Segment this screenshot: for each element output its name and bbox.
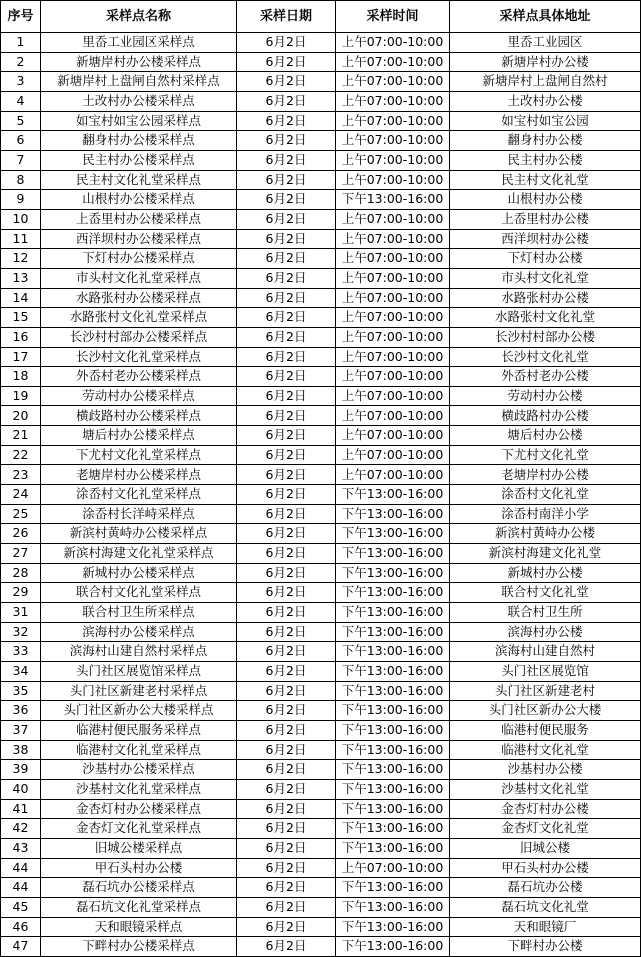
header-address: 采样点具体地址 bbox=[450, 1, 641, 33]
table-row bbox=[1, 33, 641, 53]
cell-date: 6月2日 bbox=[237, 485, 336, 505]
table-row bbox=[1, 799, 641, 819]
cell-index: 39 bbox=[1, 760, 41, 780]
cell-site-name: 滨海村办公楼采样点 bbox=[41, 622, 237, 642]
cell-date: 6月2日 bbox=[237, 111, 336, 131]
cell-time: 上午07:00-10:00 bbox=[336, 347, 450, 367]
header-time: 采样时间 bbox=[336, 1, 450, 33]
table-row bbox=[1, 897, 641, 917]
cell-address: 外岙村老办公楼 bbox=[450, 367, 641, 387]
table-row bbox=[1, 603, 641, 623]
table-row bbox=[1, 622, 641, 642]
table-row bbox=[1, 249, 641, 269]
cell-site-name: 横歧路村办公楼采样点 bbox=[41, 406, 237, 426]
cell-index: 35 bbox=[1, 681, 41, 701]
table-row bbox=[1, 131, 641, 151]
cell-address: 民主村文化礼堂 bbox=[450, 170, 641, 190]
cell-time: 上午07:00-10:00 bbox=[336, 150, 450, 170]
cell-time: 下午13:00-16:00 bbox=[336, 917, 450, 937]
table-row bbox=[1, 485, 641, 505]
cell-address: 旧城公楼 bbox=[450, 838, 641, 858]
table-row bbox=[1, 190, 641, 210]
cell-date: 6月2日 bbox=[237, 190, 336, 210]
cell-address: 长沙村文化礼堂 bbox=[450, 347, 641, 367]
cell-address: 涂岙村文化礼堂 bbox=[450, 485, 641, 505]
table-header bbox=[1, 1, 641, 33]
cell-time: 上午07:00-10:00 bbox=[336, 288, 450, 308]
cell-address: 滨海村山建自然村 bbox=[450, 642, 641, 662]
cell-date: 6月2日 bbox=[237, 209, 336, 229]
cell-index: 2 bbox=[1, 52, 41, 72]
cell-index: 44 bbox=[1, 858, 41, 878]
table-row bbox=[1, 209, 641, 229]
table-row bbox=[1, 681, 641, 701]
cell-index: 5 bbox=[1, 111, 41, 131]
cell-site-name: 山根村办公楼采样点 bbox=[41, 190, 237, 210]
cell-date: 6月2日 bbox=[237, 91, 336, 111]
cell-time: 下午13:00-16:00 bbox=[336, 662, 450, 682]
cell-site-name: 金杏灯村办公楼采样点 bbox=[41, 799, 237, 819]
cell-address: 下灯村办公楼 bbox=[450, 249, 641, 269]
cell-date: 6月2日 bbox=[237, 288, 336, 308]
cell-address: 金杏灯文化礼堂 bbox=[450, 819, 641, 839]
cell-date: 6月2日 bbox=[237, 229, 336, 249]
cell-site-name: 联合村卫生所采样点 bbox=[41, 603, 237, 623]
cell-site-name: 临港村文化礼堂采样点 bbox=[41, 740, 237, 760]
cell-time: 下午13:00-16:00 bbox=[336, 897, 450, 917]
cell-index: 17 bbox=[1, 347, 41, 367]
table-row bbox=[1, 465, 641, 485]
cell-time: 上午07:00-10:00 bbox=[336, 111, 450, 131]
cell-address: 新城村办公楼 bbox=[450, 563, 641, 583]
cell-time: 上午07:00-10:00 bbox=[336, 386, 450, 406]
header-index: 序号 bbox=[1, 1, 41, 33]
cell-site-name: 外岙村老办公楼采样点 bbox=[41, 367, 237, 387]
table-row bbox=[1, 544, 641, 564]
cell-site-name: 沙基村文化礼堂采样点 bbox=[41, 779, 237, 799]
cell-date: 6月2日 bbox=[237, 937, 336, 957]
cell-date: 6月2日 bbox=[237, 662, 336, 682]
cell-date: 6月2日 bbox=[237, 367, 336, 387]
cell-site-name: 下尤村文化礼堂采样点 bbox=[41, 445, 237, 465]
table-row bbox=[1, 563, 641, 583]
cell-index: 16 bbox=[1, 327, 41, 347]
table-row bbox=[1, 662, 641, 682]
cell-time: 上午07:00-10:00 bbox=[336, 170, 450, 190]
cell-index: 22 bbox=[1, 445, 41, 465]
cell-time: 下午13:00-16:00 bbox=[336, 819, 450, 839]
cell-date: 6月2日 bbox=[237, 799, 336, 819]
cell-date: 6月2日 bbox=[237, 917, 336, 937]
cell-time: 下午13:00-16:00 bbox=[336, 779, 450, 799]
table-row bbox=[1, 367, 641, 387]
cell-address: 长沙村村部办公楼 bbox=[450, 327, 641, 347]
cell-index: 33 bbox=[1, 642, 41, 662]
cell-date: 6月2日 bbox=[237, 150, 336, 170]
cell-index: 28 bbox=[1, 563, 41, 583]
cell-address: 头门社区展览馆 bbox=[450, 662, 641, 682]
cell-index: 25 bbox=[1, 504, 41, 524]
cell-address: 老塘岸村办公楼 bbox=[450, 465, 641, 485]
cell-time: 上午07:00-10:00 bbox=[336, 52, 450, 72]
cell-address: 磊石坑办公楼 bbox=[450, 878, 641, 898]
table-row bbox=[1, 91, 641, 111]
cell-site-name: 塘后村办公楼采样点 bbox=[41, 426, 237, 446]
cell-site-name: 联合村文化礼堂采样点 bbox=[41, 583, 237, 603]
cell-time: 上午07:00-10:00 bbox=[336, 465, 450, 485]
cell-date: 6月2日 bbox=[237, 720, 336, 740]
cell-date: 6月2日 bbox=[237, 681, 336, 701]
cell-address: 天和眼镜厂 bbox=[450, 917, 641, 937]
cell-site-name: 磊石坑文化礼堂采样点 bbox=[41, 897, 237, 917]
cell-time: 下午13:00-16:00 bbox=[336, 642, 450, 662]
cell-index: 14 bbox=[1, 288, 41, 308]
cell-time: 下午13:00-16:00 bbox=[336, 701, 450, 721]
cell-time: 上午07:00-10:00 bbox=[336, 209, 450, 229]
cell-date: 6月2日 bbox=[237, 406, 336, 426]
cell-site-name: 土改村办公楼采样点 bbox=[41, 91, 237, 111]
table-row bbox=[1, 386, 641, 406]
cell-date: 6月2日 bbox=[237, 740, 336, 760]
cell-site-name: 头门社区新建老村采样点 bbox=[41, 681, 237, 701]
cell-time: 上午07:00-10:00 bbox=[336, 131, 450, 151]
table-row bbox=[1, 642, 641, 662]
cell-address: 横歧路村办公楼 bbox=[450, 406, 641, 426]
cell-index: 20 bbox=[1, 406, 41, 426]
cell-address: 塘后村办公楼 bbox=[450, 426, 641, 446]
cell-time: 上午07:00-10:00 bbox=[336, 72, 450, 92]
table-row bbox=[1, 583, 641, 603]
cell-index: 18 bbox=[1, 367, 41, 387]
cell-site-name: 上岙里村办公楼采样点 bbox=[41, 209, 237, 229]
cell-time: 下午13:00-16:00 bbox=[336, 878, 450, 898]
cell-date: 6月2日 bbox=[237, 622, 336, 642]
header-row bbox=[1, 1, 641, 33]
table-row bbox=[1, 878, 641, 898]
cell-time: 下午13:00-16:00 bbox=[336, 760, 450, 780]
cell-date: 6月2日 bbox=[237, 327, 336, 347]
cell-address: 临港村文化礼堂 bbox=[450, 740, 641, 760]
cell-time: 下午13:00-16:00 bbox=[336, 504, 450, 524]
table-row bbox=[1, 288, 641, 308]
cell-index: 31 bbox=[1, 603, 41, 623]
cell-time: 下午13:00-16:00 bbox=[336, 563, 450, 583]
cell-site-name: 新塘岸村办公楼采样点 bbox=[41, 52, 237, 72]
table-row bbox=[1, 426, 641, 446]
cell-date: 6月2日 bbox=[237, 544, 336, 564]
cell-site-name: 滨海村山建自然村采样点 bbox=[41, 642, 237, 662]
cell-date: 6月2日 bbox=[237, 878, 336, 898]
cell-index: 29 bbox=[1, 583, 41, 603]
cell-time: 下午13:00-16:00 bbox=[336, 740, 450, 760]
cell-time: 上午07:00-10:00 bbox=[336, 327, 450, 347]
cell-address: 市头村文化礼堂 bbox=[450, 268, 641, 288]
cell-site-name: 水路张村文化礼堂采样点 bbox=[41, 308, 237, 328]
cell-index: 4 bbox=[1, 91, 41, 111]
cell-date: 6月2日 bbox=[237, 583, 336, 603]
cell-date: 6月2日 bbox=[237, 858, 336, 878]
cell-site-name: 沙基村办公楼采样点 bbox=[41, 760, 237, 780]
cell-site-name: 老塘岸村办公楼采样点 bbox=[41, 465, 237, 485]
cell-time: 下午13:00-16:00 bbox=[336, 190, 450, 210]
cell-date: 6月2日 bbox=[237, 33, 336, 53]
cell-time: 下午13:00-16:00 bbox=[336, 544, 450, 564]
cell-address: 翻身村办公楼 bbox=[450, 131, 641, 151]
cell-address: 沙基村办公楼 bbox=[450, 760, 641, 780]
cell-address: 金杏灯村办公楼 bbox=[450, 799, 641, 819]
cell-address: 磊石坑文化礼堂 bbox=[450, 897, 641, 917]
cell-time: 下午13:00-16:00 bbox=[336, 583, 450, 603]
cell-date: 6月2日 bbox=[237, 642, 336, 662]
cell-site-name: 长沙村村部办公楼采样点 bbox=[41, 327, 237, 347]
cell-time: 下午13:00-16:00 bbox=[336, 603, 450, 623]
cell-address: 甲石头村办公楼 bbox=[450, 858, 641, 878]
cell-address: 沙基村文化礼堂 bbox=[450, 779, 641, 799]
cell-index: 36 bbox=[1, 701, 41, 721]
cell-time: 下午13:00-16:00 bbox=[336, 524, 450, 544]
table-row bbox=[1, 308, 641, 328]
table-row bbox=[1, 720, 641, 740]
cell-time: 下午13:00-16:00 bbox=[336, 622, 450, 642]
cell-index: 9 bbox=[1, 190, 41, 210]
cell-address: 土改村办公楼 bbox=[450, 91, 641, 111]
cell-date: 6月2日 bbox=[237, 563, 336, 583]
cell-time: 下午13:00-16:00 bbox=[336, 485, 450, 505]
cell-date: 6月2日 bbox=[237, 347, 336, 367]
cell-index: 1 bbox=[1, 33, 41, 53]
cell-site-name: 甲石头村办公楼 bbox=[41, 858, 237, 878]
table-row bbox=[1, 52, 641, 72]
cell-index: 37 bbox=[1, 720, 41, 740]
cell-index: 27 bbox=[1, 544, 41, 564]
table-row bbox=[1, 327, 641, 347]
cell-site-name: 西洋坝村办公楼采样点 bbox=[41, 229, 237, 249]
cell-date: 6月2日 bbox=[237, 72, 336, 92]
cell-time: 下午13:00-16:00 bbox=[336, 838, 450, 858]
cell-address: 新塘岸村办公楼 bbox=[450, 52, 641, 72]
cell-index: 12 bbox=[1, 249, 41, 269]
cell-date: 6月2日 bbox=[237, 426, 336, 446]
cell-index: 47 bbox=[1, 937, 41, 957]
cell-site-name: 涂岙村文化礼堂采样点 bbox=[41, 485, 237, 505]
cell-date: 6月2日 bbox=[237, 308, 336, 328]
cell-index: 32 bbox=[1, 622, 41, 642]
cell-address: 下尤村文化礼堂 bbox=[450, 445, 641, 465]
cell-address: 山根村办公楼 bbox=[450, 190, 641, 210]
cell-address: 头门社区新建老村 bbox=[450, 681, 641, 701]
cell-index: 42 bbox=[1, 819, 41, 839]
cell-site-name: 旧城公楼采样点 bbox=[41, 838, 237, 858]
cell-site-name: 里岙工业园区采样点 bbox=[41, 33, 237, 53]
cell-site-name: 临港村便民服务采样点 bbox=[41, 720, 237, 740]
cell-time: 上午07:00-10:00 bbox=[336, 229, 450, 249]
cell-index: 6 bbox=[1, 131, 41, 151]
cell-index: 34 bbox=[1, 662, 41, 682]
cell-date: 6月2日 bbox=[237, 838, 336, 858]
cell-address: 下畔村办公楼 bbox=[450, 937, 641, 957]
cell-index: 11 bbox=[1, 229, 41, 249]
cell-index: 44 bbox=[1, 878, 41, 898]
cell-site-name: 长沙村文化礼堂采样点 bbox=[41, 347, 237, 367]
table-row bbox=[1, 170, 641, 190]
cell-index: 7 bbox=[1, 150, 41, 170]
table-row bbox=[1, 701, 641, 721]
table-row bbox=[1, 838, 641, 858]
cell-index: 23 bbox=[1, 465, 41, 485]
cell-site-name: 下灯村办公楼采样点 bbox=[41, 249, 237, 269]
table-row bbox=[1, 504, 641, 524]
cell-site-name: 金杏灯文化礼堂采样点 bbox=[41, 819, 237, 839]
cell-index: 38 bbox=[1, 740, 41, 760]
cell-index: 13 bbox=[1, 268, 41, 288]
cell-date: 6月2日 bbox=[237, 819, 336, 839]
cell-site-name: 头门社区展览馆采样点 bbox=[41, 662, 237, 682]
table-row bbox=[1, 740, 641, 760]
cell-address: 新滨村黄峙办公楼 bbox=[450, 524, 641, 544]
cell-index: 10 bbox=[1, 209, 41, 229]
cell-index: 15 bbox=[1, 308, 41, 328]
table-row bbox=[1, 268, 641, 288]
table-row bbox=[1, 72, 641, 92]
cell-time: 上午07:00-10:00 bbox=[336, 858, 450, 878]
cell-date: 6月2日 bbox=[237, 131, 336, 151]
cell-address: 里岙工业园区 bbox=[450, 33, 641, 53]
cell-address: 水路张村文化礼堂 bbox=[450, 308, 641, 328]
cell-date: 6月2日 bbox=[237, 445, 336, 465]
cell-index: 26 bbox=[1, 524, 41, 544]
table-row bbox=[1, 524, 641, 544]
cell-site-name: 天和眼镜采样点 bbox=[41, 917, 237, 937]
cell-address: 劳动村办公楼 bbox=[450, 386, 641, 406]
cell-time: 上午07:00-10:00 bbox=[336, 406, 450, 426]
cell-time: 上午07:00-10:00 bbox=[336, 308, 450, 328]
cell-date: 6月2日 bbox=[237, 760, 336, 780]
table-row bbox=[1, 858, 641, 878]
cell-address: 联合村卫生所 bbox=[450, 603, 641, 623]
cell-site-name: 新城村办公楼采样点 bbox=[41, 563, 237, 583]
table-row bbox=[1, 779, 641, 799]
cell-index: 24 bbox=[1, 485, 41, 505]
table-row bbox=[1, 406, 641, 426]
cell-date: 6月2日 bbox=[237, 524, 336, 544]
cell-site-name: 新塘岸村上盘闸自然村采样点 bbox=[41, 72, 237, 92]
cell-date: 6月2日 bbox=[237, 897, 336, 917]
cell-site-name: 水路张村办公楼采样点 bbox=[41, 288, 237, 308]
table-row bbox=[1, 760, 641, 780]
cell-site-name: 市头村文化礼堂采样点 bbox=[41, 268, 237, 288]
cell-date: 6月2日 bbox=[237, 249, 336, 269]
cell-time: 上午07:00-10:00 bbox=[336, 426, 450, 446]
cell-site-name: 新滨村黄峙办公楼采样点 bbox=[41, 524, 237, 544]
cell-date: 6月2日 bbox=[237, 603, 336, 623]
cell-site-name: 涂岙村长洋峙采样点 bbox=[41, 504, 237, 524]
cell-date: 6月2日 bbox=[237, 386, 336, 406]
cell-site-name: 磊石坑办公楼采样点 bbox=[41, 878, 237, 898]
cell-time: 下午13:00-16:00 bbox=[336, 937, 450, 957]
cell-index: 3 bbox=[1, 72, 41, 92]
cell-date: 6月2日 bbox=[237, 170, 336, 190]
cell-site-name: 民主村文化礼堂采样点 bbox=[41, 170, 237, 190]
table-row bbox=[1, 445, 641, 465]
cell-time: 下午13:00-16:00 bbox=[336, 720, 450, 740]
table-body bbox=[1, 33, 641, 957]
cell-date: 6月2日 bbox=[237, 268, 336, 288]
cell-address: 西洋坝村办公楼 bbox=[450, 229, 641, 249]
cell-site-name: 民主村办公楼采样点 bbox=[41, 150, 237, 170]
header-date: 采样日期 bbox=[237, 1, 336, 33]
cell-time: 下午13:00-16:00 bbox=[336, 799, 450, 819]
cell-index: 41 bbox=[1, 799, 41, 819]
table-row bbox=[1, 111, 641, 131]
cell-site-name: 劳动村办公楼采样点 bbox=[41, 386, 237, 406]
cell-index: 21 bbox=[1, 426, 41, 446]
cell-address: 如宝村如宝公园 bbox=[450, 111, 641, 131]
cell-index: 46 bbox=[1, 917, 41, 937]
table-row bbox=[1, 937, 641, 957]
cell-site-name: 头门社区新办公大楼采样点 bbox=[41, 701, 237, 721]
cell-index: 40 bbox=[1, 779, 41, 799]
cell-date: 6月2日 bbox=[237, 52, 336, 72]
cell-address: 滨海村办公楼 bbox=[450, 622, 641, 642]
cell-address: 新塘岸村上盘闸自然村 bbox=[450, 72, 641, 92]
cell-time: 上午07:00-10:00 bbox=[336, 91, 450, 111]
cell-date: 6月2日 bbox=[237, 701, 336, 721]
cell-address: 临港村便民服务 bbox=[450, 720, 641, 740]
cell-address: 涂岙村南洋小学 bbox=[450, 504, 641, 524]
cell-site-name: 下畔村办公楼采样点 bbox=[41, 937, 237, 957]
cell-date: 6月2日 bbox=[237, 465, 336, 485]
cell-site-name: 新滨村海建文化礼堂采样点 bbox=[41, 544, 237, 564]
header-site-name: 采样点名称 bbox=[41, 1, 237, 33]
table-row bbox=[1, 150, 641, 170]
cell-date: 6月2日 bbox=[237, 504, 336, 524]
cell-site-name: 翻身村办公楼采样点 bbox=[41, 131, 237, 151]
cell-index: 8 bbox=[1, 170, 41, 190]
cell-time: 上午07:00-10:00 bbox=[336, 445, 450, 465]
table-row bbox=[1, 819, 641, 839]
cell-time: 下午13:00-16:00 bbox=[336, 681, 450, 701]
cell-address: 头门社区新办公大楼 bbox=[450, 701, 641, 721]
cell-time: 上午07:00-10:00 bbox=[336, 249, 450, 269]
cell-address: 联合村文化礼堂 bbox=[450, 583, 641, 603]
cell-address: 民主村办公楼 bbox=[450, 150, 641, 170]
table-row bbox=[1, 347, 641, 367]
cell-index: 43 bbox=[1, 838, 41, 858]
cell-address: 上岙里村办公楼 bbox=[450, 209, 641, 229]
cell-address: 新滨村海建文化礼堂 bbox=[450, 544, 641, 564]
cell-address: 水路张村办公楼 bbox=[450, 288, 641, 308]
cell-site-name: 如宝村如宝公园采样点 bbox=[41, 111, 237, 131]
cell-time: 上午07:00-10:00 bbox=[336, 367, 450, 387]
cell-time: 上午07:00-10:00 bbox=[336, 33, 450, 53]
cell-index: 45 bbox=[1, 897, 41, 917]
cell-time: 上午07:00-10:00 bbox=[336, 268, 450, 288]
table-row bbox=[1, 229, 641, 249]
cell-index: 19 bbox=[1, 386, 41, 406]
table-row bbox=[1, 917, 641, 937]
cell-date: 6月2日 bbox=[237, 779, 336, 799]
